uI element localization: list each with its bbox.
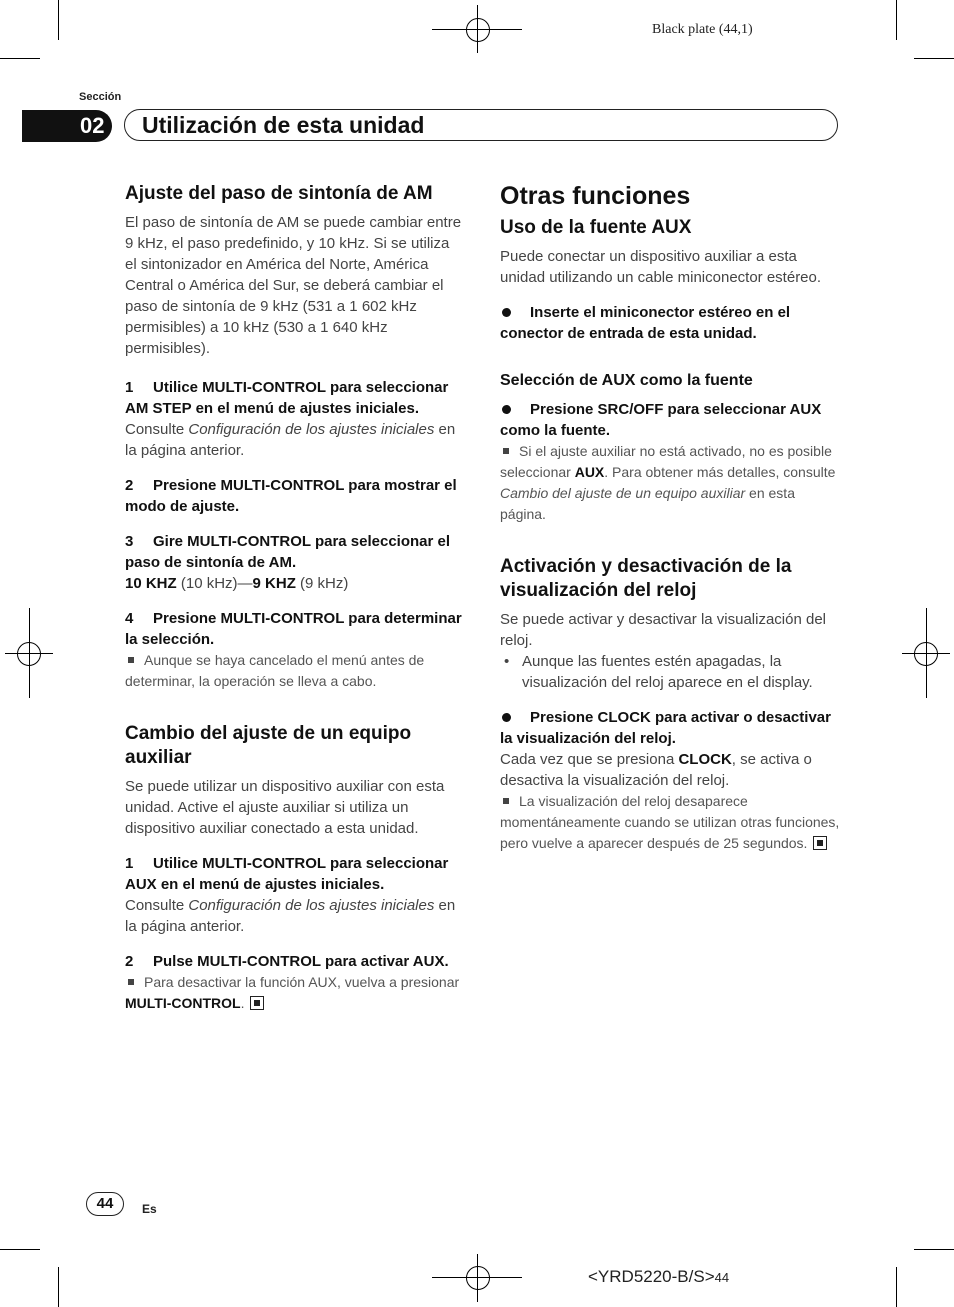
right-column: [500, 180, 840, 854]
detail-prefix: Cada vez que se presiona: [500, 751, 679, 768]
am-step-1-ref: [125, 419, 465, 461]
note-mid: . Para obtener más detalles, consulte: [604, 464, 836, 480]
page-number: 44: [86, 1192, 124, 1216]
crop-mark: [914, 1249, 954, 1250]
crop-mark: [0, 1249, 40, 1250]
end-mark-icon: [813, 836, 827, 850]
aux-select-heading: Selección de AUX como la fuente: [500, 372, 753, 389]
note-text: Si el ajuste auxiliar no está activado, no es posible seleccionar: [500, 443, 832, 480]
model-page: 44: [714, 1270, 730, 1285]
am-step-4: [125, 608, 465, 650]
crop-mark: [58, 0, 59, 40]
ref-prefix: Consulte: [125, 421, 189, 438]
note-square-icon: [128, 979, 134, 985]
note-text: Aunque se haya cancelado el menú antes de determinar, la operación se lleva a cabo.: [125, 652, 425, 689]
bullet-dot-icon: [502, 713, 511, 722]
note-suffix: .: [240, 995, 245, 1011]
section-title: Utilización de esta unidad: [142, 112, 425, 138]
note-text: Para desactivar la función AUX, vuelva a presionar: [144, 974, 460, 990]
registration-circle: [914, 642, 938, 666]
note-link[interactable]: Cambio del ajuste de un equipo auxiliar: [500, 485, 746, 501]
aux-step-1-ref: [125, 895, 465, 937]
other-functions-title: Otras funciones: [500, 182, 691, 210]
end-mark-icon: [250, 996, 264, 1010]
clock-instruction: [500, 707, 840, 749]
am-step-1: [125, 377, 465, 419]
step-text: Utilice MULTI-CONTROL para seleccionar AUX en el menú de ajustes iniciales.: [125, 855, 449, 893]
am-step-3: [125, 531, 465, 573]
step-text: Presione MULTI-CONTROL para mostrar el modo de ajuste.: [125, 477, 457, 515]
clock-heading: Activación y desactivación de la visualización del reloj: [500, 556, 792, 601]
crop-mark: [896, 0, 897, 40]
note-text: La visualización del reloj desaparece momentáneamente cuando se utilizan otras funciones, pero vuelve a aparecer después de 25 segundos.: [500, 793, 840, 851]
ref-suffix: en la página anterior.: [125, 897, 456, 935]
crop-mark: [0, 58, 40, 59]
am-step-2: [125, 475, 465, 517]
aux-use-heading: Uso de la fuente AUX: [500, 217, 692, 238]
ref-link[interactable]: Configuración de los ajustes iniciales: [188, 421, 435, 438]
clock-note: [500, 791, 840, 854]
model-code: [588, 1267, 729, 1287]
aux-setting-heading: Cambio del ajuste de un equipo auxiliar: [125, 723, 412, 768]
registration-circle: [466, 1266, 490, 1290]
aux-select-instruction: [500, 399, 840, 441]
detail-suffix: , se activa o desactiva la visualización del reloj.: [500, 751, 812, 789]
crop-mark: [914, 58, 954, 59]
bullet-dot-icon: [502, 308, 511, 317]
clock-detail: [500, 749, 840, 791]
note-bold: MULTI-CONTROL: [125, 995, 241, 1011]
ref-link[interactable]: Configuración de los ajustes iniciales: [188, 897, 435, 914]
step-text: Gire MULTI-CONTROL para seleccionar el paso de sintonía de AM.: [125, 533, 451, 571]
am-step-heading: Ajuste del paso de sintonía de AM: [125, 183, 433, 204]
note-square-icon: [503, 798, 509, 804]
model-name: <YRD5220-B/S>: [588, 1267, 715, 1286]
step-text: Pulse MULTI-CONTROL para activar AUX.: [153, 953, 449, 970]
note-bold: AUX: [574, 464, 605, 480]
am-step-intro: El paso de sintonía de AM se puede cambiar entre 9 kHz, el paso predefinido, y 10 kHz. Si se utiliza el sintonizador en América del Norte, América Central o América del Sur, se deberá cambiar el paso de sintonía de 9 kHz (531 a 1 602 kHz permisibles) a 10 kHz (530 a 1 640 kHz permisibles).: [125, 214, 462, 357]
left-column: [125, 182, 465, 1014]
note-square-icon: [128, 657, 134, 663]
aux-step-2-note: [125, 972, 465, 1014]
clock-bullet: • Aunque las fuentes estén apagadas, la visualización del reloj aparece en el display.: [500, 651, 840, 693]
aux-setting-intro: Se puede utilizar un dispositivo auxiliar con esta unidad. Active el ajuste auxiliar si utiliza un dispositivo auxiliar conectado a esta unidad.: [125, 778, 445, 837]
detail-bold: CLOCK: [678, 751, 732, 768]
section-label: Sección: [79, 91, 122, 103]
step-text: Presione MULTI-CONTROL para determinar la selección.: [125, 610, 462, 648]
registration-circle: [466, 18, 490, 42]
aux-step-1: [125, 853, 465, 895]
step-number: 4: [125, 610, 134, 627]
step-number: 2: [125, 477, 134, 494]
am-step-options: [125, 573, 465, 594]
instruction-text: Presione SRC/OFF para seleccionar AUX como la fuente.: [500, 401, 822, 439]
step-text: Utilice MULTI-CONTROL para seleccionar AM STEP en el menú de ajustes iniciales.: [125, 379, 449, 417]
instruction-text: Presione CLOCK para activar o desactivar la visualización del reloj.: [500, 709, 831, 747]
ref-prefix: Consulte: [125, 897, 189, 914]
bullet-dot-icon: [502, 405, 511, 414]
crop-mark: [896, 1267, 897, 1307]
option-9khz: 9 KHZ: [252, 575, 296, 592]
section-number: 02: [80, 113, 105, 138]
instruction-text: Inserte el miniconector estéreo en el conector de entrada de esta unidad.: [500, 304, 791, 342]
ref-suffix: en la página anterior.: [125, 421, 456, 459]
step-number: 1: [125, 855, 134, 872]
option-10khz: 10 KHZ: [125, 575, 177, 592]
option-desc: (9 kHz): [295, 575, 349, 592]
crop-mark: [58, 1267, 59, 1307]
step-number: 2: [125, 953, 134, 970]
registration-circle: [17, 642, 41, 666]
aux-step-2: [125, 951, 465, 972]
aux-select-note: [500, 441, 840, 525]
note-square-icon: [503, 448, 509, 454]
am-step-4-note: [125, 650, 465, 692]
note-suffix: en esta página.: [500, 485, 795, 522]
option-desc: (10 kHz)—: [176, 575, 253, 592]
step-number: 3: [125, 533, 134, 550]
step-number: 1: [125, 379, 134, 396]
aux-use-instruction: [500, 302, 840, 344]
language-code: Es: [142, 1202, 157, 1216]
clock-intro: Se puede activar y desactivar la visualización del reloj.: [500, 611, 827, 649]
plate-label: Black plate (44,1): [652, 22, 753, 37]
aux-use-intro: Puede conectar un dispositivo auxiliar a esta unidad utilizando un cable miniconector estéreo.: [500, 248, 822, 286]
